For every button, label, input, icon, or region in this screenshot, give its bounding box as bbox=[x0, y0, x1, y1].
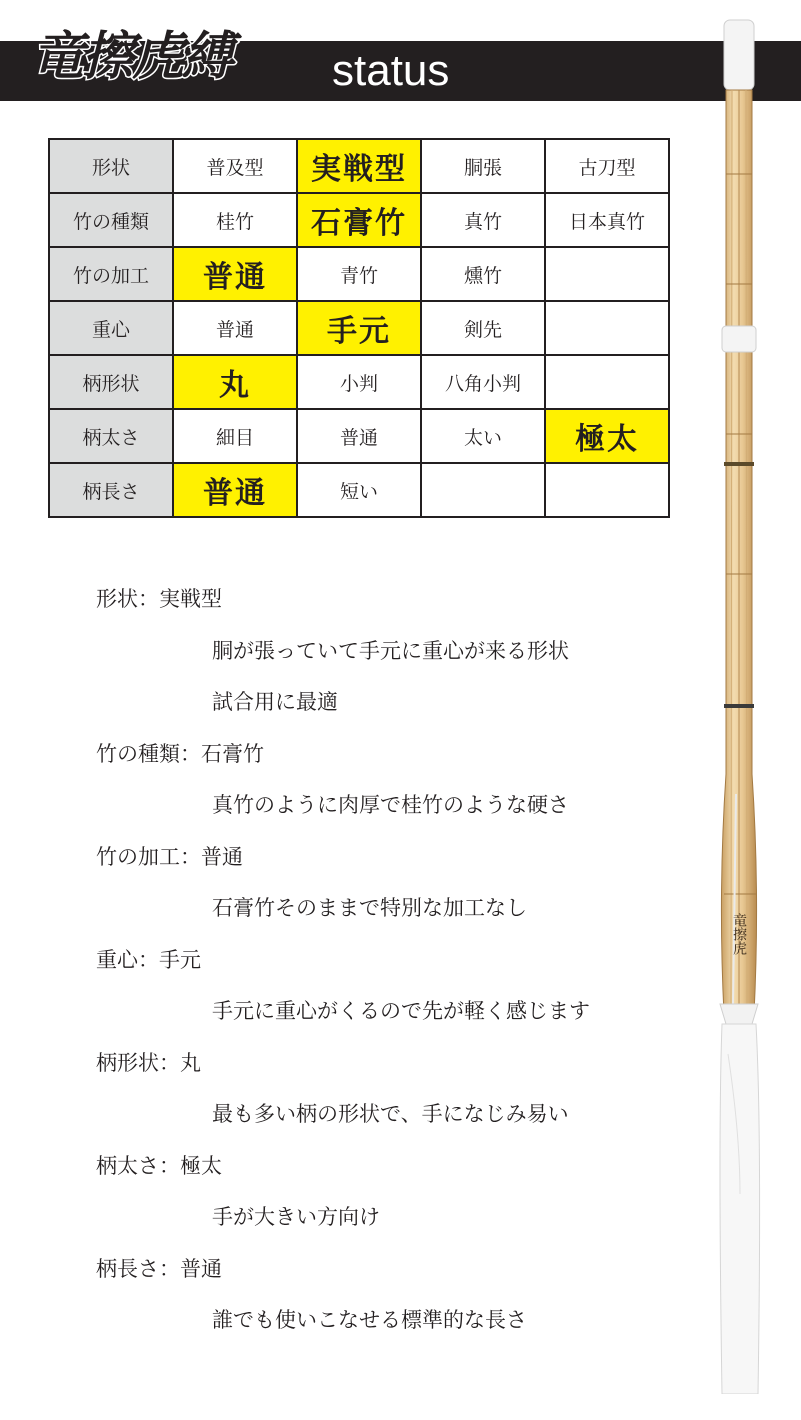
spec-option bbox=[545, 301, 669, 355]
spec-row bbox=[49, 139, 669, 193]
section-title: status bbox=[332, 46, 450, 95]
spec-option: 胴張 bbox=[421, 139, 545, 193]
spec-option: 短い bbox=[297, 463, 421, 517]
spec-option: 小判 bbox=[297, 355, 421, 409]
spec-table bbox=[48, 138, 670, 518]
description-list bbox=[96, 576, 656, 1349]
description-text: 手元に重心がくるので先が軽く感じます bbox=[212, 999, 590, 1023]
spec-option: 古刀型 bbox=[545, 139, 669, 193]
spec-option: 普通 bbox=[297, 409, 421, 463]
spec-option-selected: 石膏竹 bbox=[297, 193, 421, 247]
spec-row bbox=[49, 355, 669, 409]
spec-option-selected: 手元 bbox=[297, 301, 421, 355]
spec-option: 日本真竹 bbox=[545, 193, 669, 247]
description-text: 誰でも使いこなせる標準的な長さ bbox=[212, 1308, 527, 1332]
spec-option-selected: 普通 bbox=[173, 463, 297, 517]
description-text: 手が大きい方向け bbox=[212, 1205, 380, 1229]
spec-option bbox=[545, 463, 669, 517]
spec-row-label: 柄長さ bbox=[49, 463, 173, 517]
spec-option-selected: 極太 bbox=[545, 409, 669, 463]
description-text: 試合用に最適 bbox=[212, 690, 338, 714]
description-title: 竹の加工：普通 bbox=[96, 844, 243, 869]
spec-option bbox=[421, 463, 545, 517]
description-text: 胴が張っていて手元に重心が来る形状 bbox=[212, 638, 569, 663]
spec-option: 桂竹 bbox=[173, 193, 297, 247]
spec-row-label: 柄形状 bbox=[49, 355, 173, 409]
spec-row bbox=[49, 247, 669, 301]
spec-row-label: 竹の種類 bbox=[49, 193, 173, 247]
spec-option: 剣先 bbox=[421, 301, 545, 355]
description-text: 石膏竹そのままで特別な加工なし bbox=[212, 896, 527, 920]
spec-option-selected: 普通 bbox=[173, 247, 297, 301]
spec-option: 細目 bbox=[173, 409, 297, 463]
spec-option-selected: 実戦型 bbox=[297, 139, 421, 193]
spec-option: 太い bbox=[421, 409, 545, 463]
description-title: 柄太さ：極太 bbox=[96, 1153, 222, 1178]
spec-row-label: 重心 bbox=[49, 301, 173, 355]
description-title: 形状：実戦型 bbox=[96, 587, 222, 611]
spec-row bbox=[49, 409, 669, 463]
spec-row bbox=[49, 301, 669, 355]
spec-row-label: 柄太さ bbox=[49, 409, 173, 463]
spec-option: 普及型 bbox=[173, 139, 297, 193]
spec-option: 青竹 bbox=[297, 247, 421, 301]
spec-option bbox=[545, 247, 669, 301]
shinai-image bbox=[700, 14, 780, 1394]
spec-option-selected: 丸 bbox=[173, 355, 297, 409]
spec-option bbox=[545, 355, 669, 409]
description-title: 重心：手元 bbox=[96, 947, 201, 972]
spec-option: 普通 bbox=[173, 301, 297, 355]
spec-option: 燻竹 bbox=[421, 247, 545, 301]
description-title: 柄長さ：普通 bbox=[96, 1256, 222, 1281]
brand-logo: 竜擦虎縛 bbox=[32, 26, 233, 87]
spec-option: 八角小判 bbox=[421, 355, 545, 409]
description-text: 最も多い柄の形状で、手になじみ易い bbox=[212, 1102, 569, 1126]
spec-option: 真竹 bbox=[421, 193, 545, 247]
stamp-text: 竜擦虎 bbox=[731, 913, 747, 955]
spec-row-label: 竹の加工 bbox=[49, 247, 173, 301]
description-title: 柄形状：丸 bbox=[96, 1050, 201, 1075]
spec-row bbox=[49, 463, 669, 517]
description-title: 竹の種類：石膏竹 bbox=[96, 741, 264, 766]
spec-row-label: 形状 bbox=[49, 139, 173, 193]
description-text: 真竹のように肉厚で桂竹のような硬さ bbox=[212, 793, 569, 817]
spec-row bbox=[49, 193, 669, 247]
